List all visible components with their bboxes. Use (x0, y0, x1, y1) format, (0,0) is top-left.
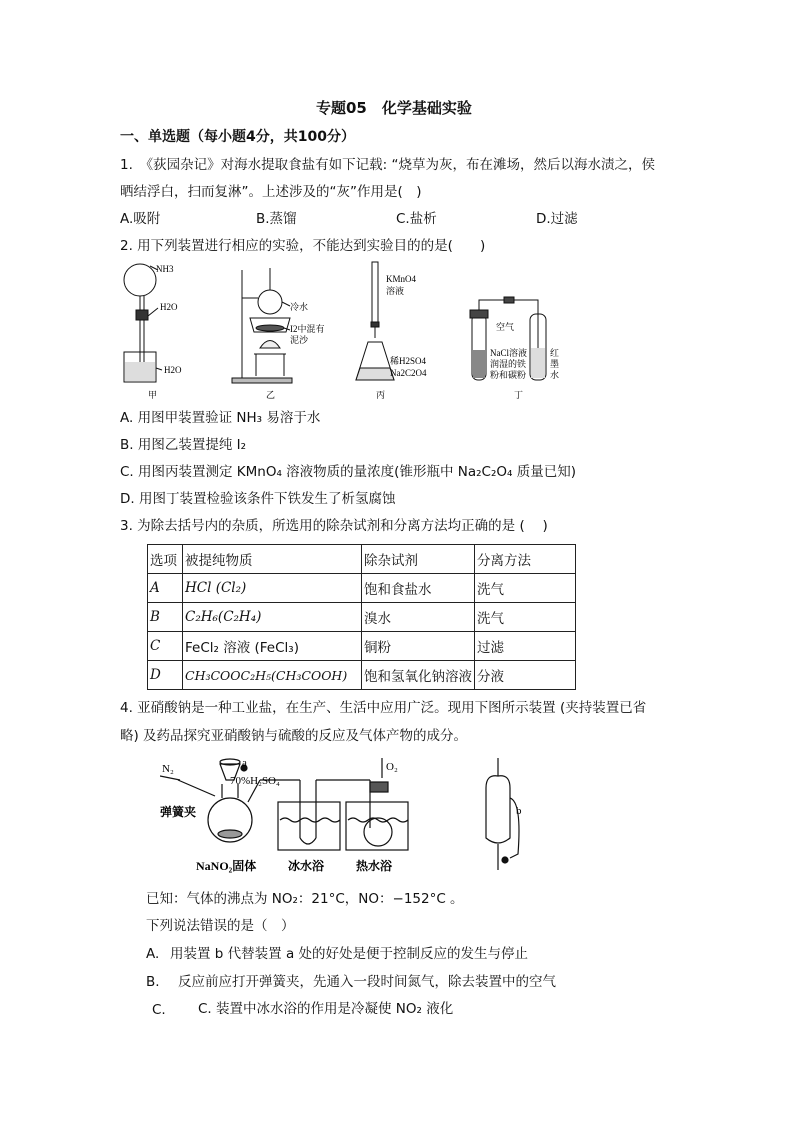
bing-label-h2so4: 稀H2SO4 (390, 356, 427, 366)
table-header-cell: 被提纯物质 (183, 545, 362, 574)
q4-option-b-letter: B. (146, 974, 160, 990)
table-cell: B (148, 603, 183, 632)
label-h2so4: 70%H₂SO₄ (230, 775, 280, 787)
label-nano2: NaNO₂固体 (196, 859, 257, 873)
table-header-cell: 除杂试剂 (362, 545, 475, 574)
table-header-cell: 分离方法 (475, 545, 576, 574)
table-row (148, 661, 576, 690)
table-cell: 饱和食盐水 (362, 574, 475, 603)
q1-option-c: C.盐析 (396, 211, 437, 227)
ding-label-powder: 粉和碳粉 (490, 370, 527, 380)
q1-option-b: B.蒸馏 (256, 211, 297, 227)
q4-known: 已知：气体的沸点为 NO₂：21°C，NO：−152°C 。 (146, 891, 464, 907)
q3-table (147, 544, 576, 690)
bing-label-solution: 溶液 (386, 286, 405, 296)
table-cell: 铜粉 (362, 632, 475, 661)
q4-stem-line2: 略) 及药品探究亚硝酸钠与硫酸的反应及气体产物的成分。 (120, 728, 468, 744)
ding-label-red: 红 (550, 348, 560, 358)
label-a: a (242, 758, 247, 769)
q4-option-b-text: 反应前应打开弹簧夹，先通入一段时间氮气，除去装置中的空气 (178, 974, 556, 990)
q2-option-b: B. 用图乙装置提纯 I₂ (120, 437, 247, 453)
q4-stem-line1: 4. 亚硝酸钠是一种工业盐，在生产、生活中应用广泛。现用下图所示装置 (夹持装置已省 (120, 700, 647, 716)
jia-label-water-top: H2O (160, 302, 178, 312)
table-header-row (148, 545, 576, 574)
table-cell: D (148, 661, 183, 690)
table-cell: C₂H₆(C₂H₄) (183, 603, 362, 632)
q1-option-a: A.吸附 (120, 211, 161, 227)
yi-label-sand: 泥沙 (290, 335, 309, 345)
ding-label-nacl: NaCl溶液 (490, 348, 527, 358)
table-row (148, 603, 576, 632)
table-cell: A (148, 574, 183, 603)
table-cell: 洗气 (475, 603, 576, 632)
jia-label-nh3: NH3 (156, 264, 174, 274)
q4-option-a-letter: A. (146, 946, 160, 962)
q3-stem: 3. 为除去括号内的杂质，所选用的除杂试剂和分离方法均正确的是 ( ) (120, 518, 548, 534)
label-b: b (516, 805, 522, 817)
label-n2: N₂ (162, 763, 174, 775)
q2-option-d: D. 用图丁装置检验该条件下铁发生了析氢腐蚀 (120, 491, 396, 507)
q1-option-d: D.过滤 (536, 211, 578, 227)
bing-label-na2c2o4: Na2C2O4 (390, 368, 427, 378)
apparatus-yi (232, 268, 292, 383)
caption-ding: 丁 (514, 390, 524, 400)
table-row (148, 574, 576, 603)
label-ice-bath: 冰水浴 (288, 859, 325, 873)
table-row (148, 632, 576, 661)
q4-ask: 下列说法错误的是（ ） (146, 918, 295, 934)
label-o2: O₂ (386, 761, 398, 773)
q4-option-c-letter: C. (152, 1002, 166, 1018)
q4-option-a-text: 用装置 b 代替装置 a 处的好处是便于控制反应的发生与停止 (170, 946, 529, 962)
yi-label-i2: I2中混有 (290, 324, 325, 334)
table-cell: 过滤 (475, 632, 576, 661)
section-heading: 一、单选题（每小题4分，共100分） (120, 129, 355, 145)
table-cell: 洗气 (475, 574, 576, 603)
q4-apparatus-figure (160, 758, 540, 876)
apparatus-jia (124, 264, 162, 382)
table-cell: HCl (Cl₂) (183, 574, 362, 603)
jia-label-water-beaker: H2O (164, 365, 182, 375)
page-title: 专题05 化学基础实验 (316, 99, 472, 117)
caption-bing: 丙 (376, 390, 386, 400)
table-header-cell: 选项 (148, 545, 183, 574)
table-cell: 溴水 (362, 603, 475, 632)
table-cell: CH₃COOC₂H₅(CH₃COOH) (183, 661, 362, 690)
caption-jia: 甲 (148, 390, 158, 400)
q1-stem-line2: 晒结浮白，扫而复淋”。上述涉及的“灰”作用是( ) (120, 184, 422, 200)
q1-stem-line1: 1. 《荻园杂记》对海水提取食盐有如下记载: “烧草为灰，布在滩场，然后以海水渍之，侯 (120, 157, 655, 173)
ding-label-iron: 润湿的铁 (490, 359, 527, 369)
ding-label-water: 水 (550, 370, 560, 380)
q2-option-a: A. 用图甲装置验证 NH₃ 易溶于水 (120, 410, 321, 426)
yi-label-cold-water: 冷水 (290, 302, 309, 312)
label-hot-bath: 热水浴 (356, 859, 393, 873)
ding-label-air: 空气 (496, 322, 515, 332)
table-cell: 饱和氢氧化钠溶液 (362, 661, 475, 690)
q2-stem: 2. 用下列装置进行相应的实验，不能达到实验目的的是( ) (120, 238, 486, 254)
q2-apparatus-figure (110, 258, 580, 403)
bing-label-kmno4: KMnO4 (386, 274, 417, 284)
q2-option-c: C. 用图丙装置测定 KMnO₄ 溶液物质的量浓度(锥形瓶中 Na₂C₂O₄ 质量已知) (120, 464, 576, 480)
ding-label-ink: 墨 (550, 359, 560, 369)
table-cell: C (148, 632, 183, 661)
label-spring-clip: 弹簧夹 (160, 805, 197, 819)
table-cell: FeCl₂ 溶液 (FeCl₃) (183, 632, 362, 661)
caption-yi: 乙 (266, 390, 276, 400)
q4-option-c-text: C. 装置中冰水浴的作用是冷凝使 NO₂ 液化 (198, 1001, 454, 1017)
table-cell: 分液 (475, 661, 576, 690)
